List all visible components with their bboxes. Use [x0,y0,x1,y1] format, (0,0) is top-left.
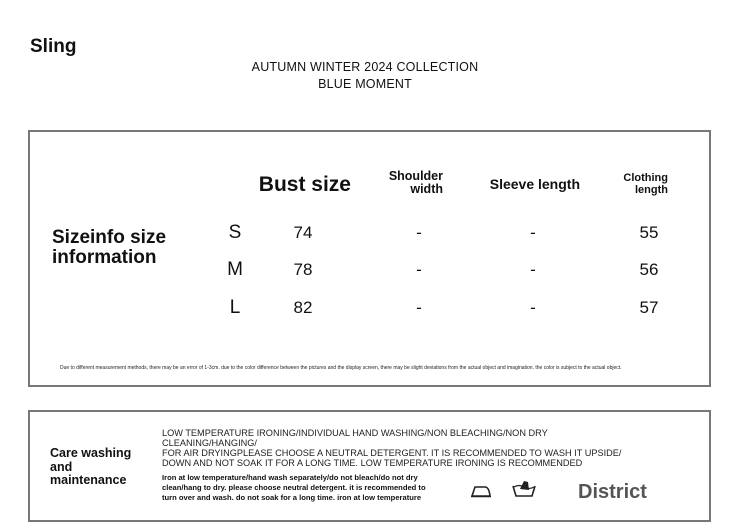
header-shoulder-line1: Shoulder [388,169,443,183]
care-title-line3: maintenance [50,473,127,487]
hand-wash-icon [511,478,537,498]
header-clothing-line2: length [635,183,668,196]
care-title-line2: and [50,459,73,474]
clothing-value-s: 55 [639,223,659,242]
clothing-value-m: 56 [639,260,659,279]
header-bust-size: Bust size [258,173,351,196]
header-clothing-line1: Clothing [623,172,668,184]
care-title-line1: Care washing [50,446,132,460]
header-shoulder-width [370,170,443,196]
header-clothing-length [610,173,668,196]
collection-title: AUTUMN WINTER 2024 COLLECTION [251,60,479,74]
size-info-title-line2: information [52,247,157,268]
size-label-m: M [227,259,243,280]
shoulder-value-m: - [416,260,422,279]
shoulder-value-l: - [416,298,422,317]
brand-logo: Sling [30,36,77,57]
iron-icon [470,484,492,498]
collection-subtitle: BLUE MOMENT [318,77,412,91]
clothing-value-l: 57 [639,298,659,317]
bust-value-m: 78 [293,260,313,279]
sleeve-value-s: - [530,223,536,242]
header-sleeve-length: Sleeve length [489,176,580,192]
size-label-s: S [228,222,242,243]
measurement-note: Due to different measurement methods, there may be an error of 1-3cm. due to the color difference between the pictures and the display screen, there may be slight deviations from the actual object and imagination. the color is subject to the actual object. [60,365,622,371]
size-label-l: L [229,297,241,318]
care-instructions-upper: LOW TEMPERATURE IRONING/INDIVIDUAL HAND WASHING/NON BLEACHING/NON DRY CLEANING/HANGING/ FOR AIR DRYINGPLEASE CHOOSE A NEUTRAL DETERGENT. IT IS RECOMMENDED TO WASH IT UPSIDE/ DOWN AND NOT SOAK IT FOR A LONG TIME. LOW TEMPERATURE IRONING IS RECOMMENDED [162,428,622,468]
sleeve-value-m: - [530,260,536,279]
bust-value-s: 74 [293,223,313,242]
size-info-title [52,228,166,268]
header-shoulder-line2: width [410,182,443,196]
care-title [50,447,131,488]
sleeve-value-l: - [530,298,536,317]
district-label: District [578,481,647,503]
care-instructions-lower: Iron at low temperature/hand wash separately/do not bleach/do not dry clean/hang to dry. please choose neutral detergent. it is recommended to turn over and wash. do not soak for a long time. iron at low temperature [162,473,426,502]
bust-value-l: 82 [293,298,313,317]
size-info-title-line1: Sizeinfo size [52,227,167,248]
shoulder-value-s: - [416,223,422,242]
